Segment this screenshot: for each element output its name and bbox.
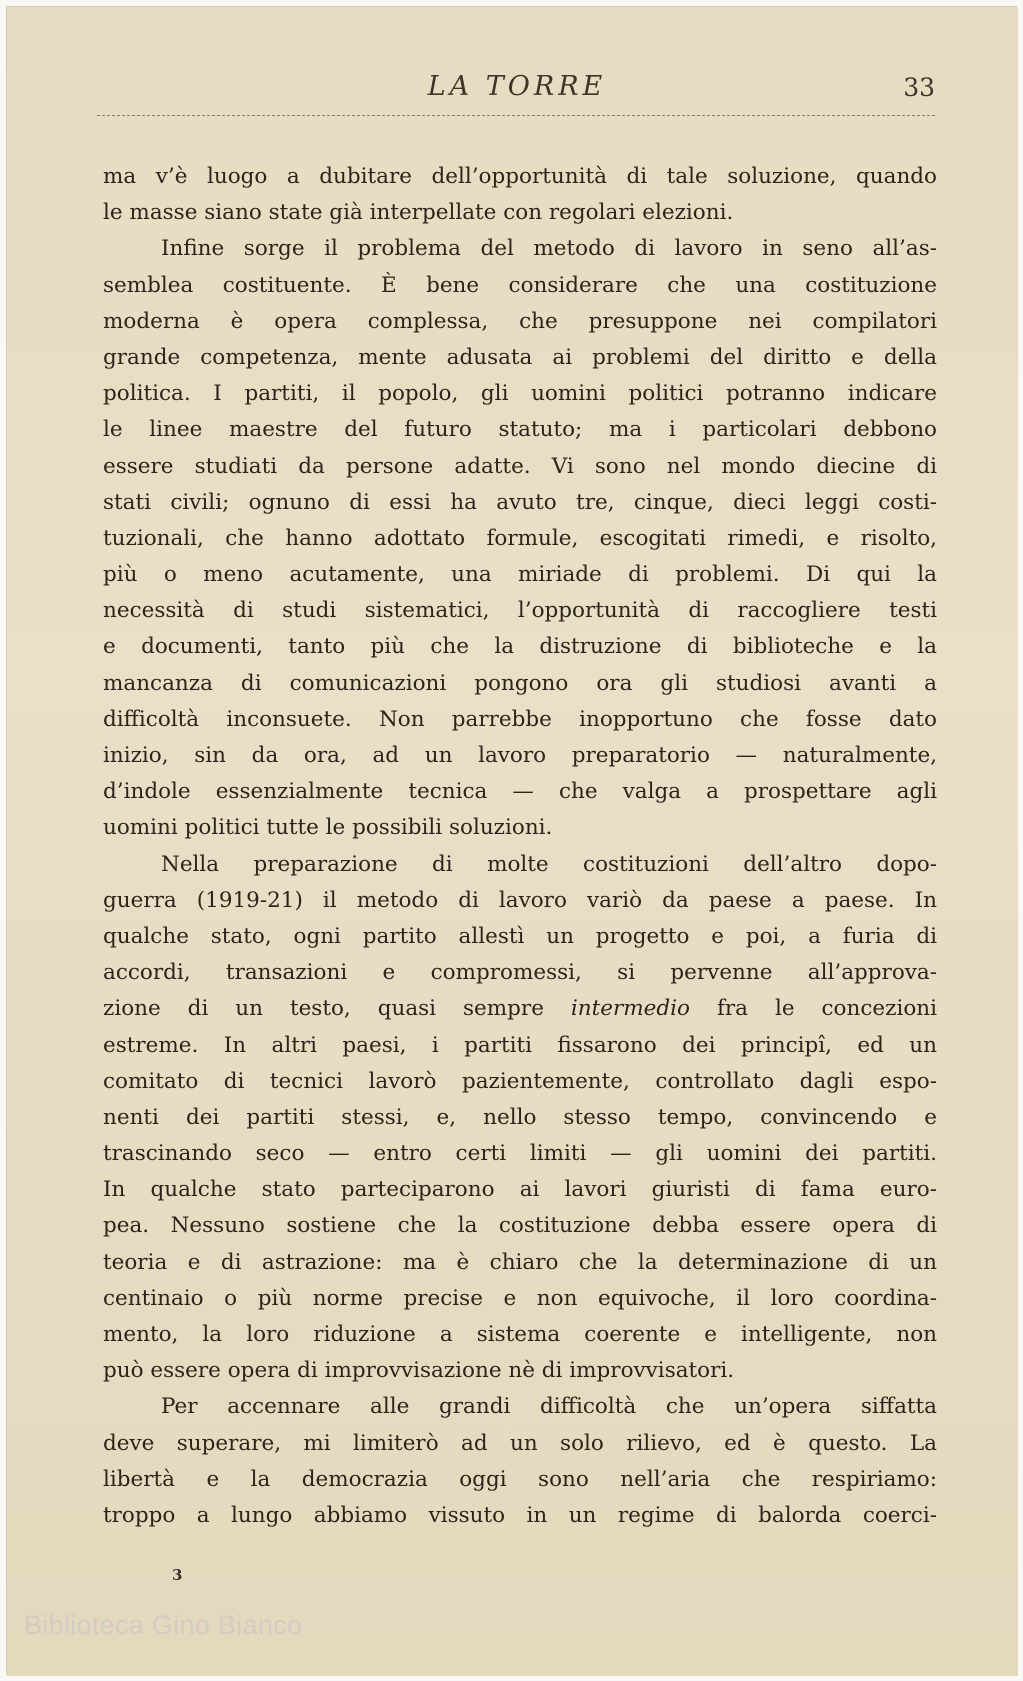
text-line: trascinando seco — entro certi limiti — gli uomini dei partiti. — [103, 1141, 937, 1167]
text-line: più o meno acutamente, una miriade di problemi. Di qui la — [103, 562, 937, 588]
watermark: Biblioteca Gino Bianco — [24, 1610, 303, 1640]
text-line: guerra (1919-21) il metodo di lavoro variò da paese a paese. In — [103, 887, 937, 913]
text-line: le masse siano state già interpellate con regolari elezioni. — [103, 200, 734, 226]
text-segment: zione di un testo, quasi sempre — [103, 996, 544, 1022]
text-line: inizio, sin da ora, ad un lavoro preparatorio — naturalmente, — [103, 743, 937, 768]
text-line: stati civili; ognuno di essi ha avuto tre, cinque, dieci leggi costi- — [103, 489, 937, 515]
scanned-page — [7, 7, 1018, 1676]
text-line: semblea costituente. È bene considerare che una costituzione — [103, 272, 937, 298]
text-line: può essere opera di improvvisazione nè di improvvisatori. — [103, 1358, 735, 1384]
text-line: mancanza di comunicazioni pongono ora gli studiosi avanti a — [103, 670, 937, 696]
text-line: Nella preparazione di molte costituzioni dell’altro dopo- — [161, 851, 937, 877]
text-line: le linee maestre del futuro statuto; ma i particolari debbono — [103, 417, 937, 443]
text-line: qualche stato, ogni partito allestì un progetto e poi, a furia di — [103, 923, 937, 949]
text-line: ma v’è luogo a dubitare dell’opportunità di tale soluzione, quando — [103, 164, 937, 189]
text-line: uomini politici tutte le possibili soluzioni. — [103, 815, 553, 841]
text-line: estreme. In altri paesi, i partiti fissarono dei principî, ed un — [103, 1032, 937, 1058]
text-line: pea. Nessuno sostiene che la costituzione debba essere opera di — [103, 1213, 937, 1239]
text-line: centinaio o più norme precise e non equivoche, il loro coordina- — [103, 1285, 937, 1311]
text-line: accordi, transazioni e compromessi, si pervenne all’approva- — [103, 960, 937, 986]
text-line: Per accennare alle grandi difficoltà che un’opera siffatta — [161, 1394, 937, 1420]
text-line: mento, la loro riduzione a sistema coerente e intelligente, non — [103, 1322, 937, 1347]
text-line: difficoltà inconsuete. Non parrebbe inopportuno che fosse dato — [103, 706, 937, 732]
page-number: 33 — [903, 73, 935, 102]
text-line: essere studiati da persone adatte. Vi sono nel mondo diecine di — [103, 453, 937, 479]
text-line: nenti dei partiti stessi, e, nello stesso tempo, convincendo e — [103, 1104, 937, 1130]
text-segment: fra le concezioni — [716, 996, 937, 1022]
header-rule — [97, 115, 935, 116]
text-line: grande competenza, mente adusata ai problemi del diritto e della — [103, 344, 937, 370]
text-line: troppo a lungo abbiamo vissuto in un regime di balorda coerci- — [103, 1502, 937, 1528]
text-line: Infine sorge il problema del metodo di lavoro in seno all’as- — [161, 236, 937, 262]
text-line: politica. I partiti, il popolo, gli uomini politici potranno indicare — [103, 381, 937, 407]
text-line: tuzionali, che hanno adottato formule, escogitati rimedi, e risolto, — [103, 525, 937, 551]
text-line: teoria e di astrazione: ma è chiaro che la determinazione di un — [103, 1249, 937, 1275]
italic-word: intermedio — [570, 996, 690, 1022]
text-line: e documenti, tanto più che la distruzione di biblioteche e la — [103, 634, 937, 660]
text-line: libertà e la democrazia oggi sono nell’aria che respiriamo: — [103, 1466, 937, 1492]
text-line: moderna è opera complessa, che presuppone nei compilatori — [103, 308, 937, 334]
running-title: LA TORRE — [427, 71, 607, 102]
text-line-with-emphasis — [103, 991, 937, 1027]
page-frame — [6, 6, 1017, 1675]
text-line: necessità di studi sistematici, l’opportunità di raccogliere testi — [103, 598, 937, 624]
text-line: comitato di tecnici lavorò pazientemente, controllato dagli espo- — [103, 1068, 937, 1094]
text-line: d’indole essenzialmente tecnica — che valga a prospettare agli — [103, 779, 937, 805]
signature-mark: 3 — [172, 1566, 183, 1584]
page-header — [97, 67, 937, 107]
text-line: In qualche stato parteciparono ai lavori giuristi di fama euro- — [103, 1177, 937, 1203]
body-text — [103, 159, 937, 1534]
text-line: deve superare, mi limiterò ad un solo rilievo, ed è questo. La — [103, 1430, 937, 1456]
